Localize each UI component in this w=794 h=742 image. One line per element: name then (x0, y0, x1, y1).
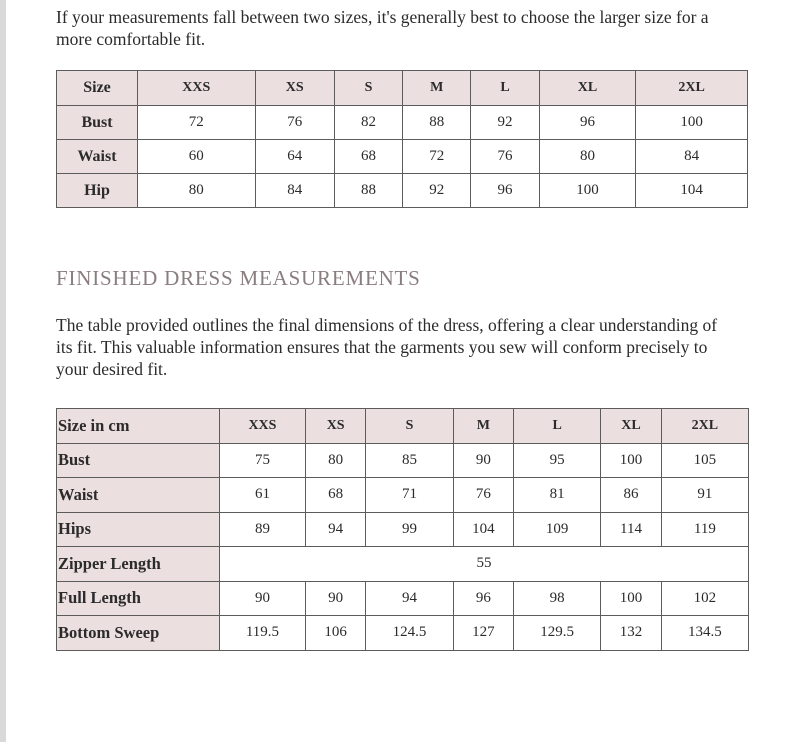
header-cell: 2XL (661, 409, 748, 444)
table-row (57, 443, 749, 478)
table-row (57, 581, 749, 616)
table-cell: 92 (471, 106, 539, 140)
row-label: Zipper Length (57, 547, 220, 582)
table-cell: 72 (403, 140, 471, 174)
table-cell: 64 (255, 140, 334, 174)
table-cell: 104 (453, 512, 514, 547)
table-cell: 91 (661, 478, 748, 513)
table-cell: 106 (305, 616, 366, 651)
header-cell: S (366, 409, 453, 444)
table-cell: 100 (539, 174, 636, 208)
header-cell: XL (539, 71, 636, 106)
section-paragraph: The table provided outlines the final dimensions of the dress, offering a clear understanding of its fit. This valuable information ensures that the garments you sew will conform precisely to your desired fit. (56, 315, 718, 379)
table-cell: 80 (305, 443, 366, 478)
table-cell: 100 (601, 581, 662, 616)
header-cell: 2XL (636, 71, 748, 106)
row-label: Bottom Sweep (57, 616, 220, 651)
table-cell: 105 (661, 443, 748, 478)
header-cell: Size (57, 71, 138, 106)
table-cell: 88 (403, 106, 471, 140)
body-measurements-table (56, 70, 748, 208)
table-cell: 124.5 (366, 616, 453, 651)
table-cell: 127 (453, 616, 514, 651)
row-label: Waist (57, 478, 220, 513)
row-label: Hip (57, 174, 138, 208)
table-cell: 84 (636, 140, 748, 174)
table-cell: 94 (305, 512, 366, 547)
table-cell: 61 (220, 478, 306, 513)
page-edge (0, 0, 6, 742)
table-cell: 55 (220, 547, 749, 582)
table-row (57, 478, 749, 513)
table-cell: 96 (471, 174, 539, 208)
table-cell: 80 (138, 174, 256, 208)
table-cell: 132 (601, 616, 662, 651)
header-cell: S (334, 71, 402, 106)
header-cell: XXS (220, 409, 306, 444)
table-cell: 92 (403, 174, 471, 208)
table-cell: 82 (334, 106, 402, 140)
header-cell: M (403, 71, 471, 106)
table-cell: 99 (366, 512, 453, 547)
table-cell: 104 (636, 174, 748, 208)
row-label: Waist (57, 140, 138, 174)
table-header-row (57, 71, 748, 106)
header-cell: Size in cm (57, 409, 220, 444)
table-cell: 84 (255, 174, 334, 208)
section-title: FINISHED DRESS MEASUREMENTS (56, 266, 421, 290)
table-row (57, 174, 748, 208)
header-cell: M (453, 409, 514, 444)
table-cell: 89 (220, 512, 306, 547)
table-cell: 114 (601, 512, 662, 547)
table-cell: 90 (220, 581, 306, 616)
table-cell: 68 (305, 478, 366, 513)
header-cell: XL (601, 409, 662, 444)
table-cell: 68 (334, 140, 402, 174)
finished-dress-table (56, 408, 749, 651)
table-cell: 76 (453, 478, 514, 513)
table-cell: 85 (366, 443, 453, 478)
table-header-row (57, 409, 749, 444)
header-cell: XS (255, 71, 334, 106)
table-cell: 80 (539, 140, 636, 174)
table-cell: 94 (366, 581, 453, 616)
table-cell: 109 (514, 512, 601, 547)
row-label: Hips (57, 512, 220, 547)
table-cell: 119.5 (220, 616, 306, 651)
table-cell: 100 (636, 106, 748, 140)
table-row (57, 140, 748, 174)
table-cell: 100 (601, 443, 662, 478)
table-cell: 90 (305, 581, 366, 616)
row-label: Bust (57, 106, 138, 140)
table-cell: 134.5 (661, 616, 748, 651)
table-cell: 76 (255, 106, 334, 140)
header-cell: L (471, 71, 539, 106)
intro-text: If your measurements fall between two sizes, it's generally best to choose the larger size for a more comfortable fit. (56, 7, 709, 49)
header-cell: L (514, 409, 601, 444)
header-cell: XXS (138, 71, 256, 106)
header-cell: XS (305, 409, 366, 444)
table-cell: 90 (453, 443, 514, 478)
table-cell: 81 (514, 478, 601, 513)
table-row (57, 616, 749, 651)
row-label: Bust (57, 443, 220, 478)
table-cell: 72 (138, 106, 256, 140)
table-cell: 60 (138, 140, 256, 174)
table-cell: 95 (514, 443, 601, 478)
table-cell: 96 (453, 581, 514, 616)
table-cell: 98 (514, 581, 601, 616)
table-row (57, 106, 748, 140)
table-cell: 119 (661, 512, 748, 547)
table-cell: 88 (334, 174, 402, 208)
table-cell: 129.5 (514, 616, 601, 651)
table-cell: 71 (366, 478, 453, 513)
table-row (57, 547, 749, 582)
table-cell: 86 (601, 478, 662, 513)
row-label: Full Length (57, 581, 220, 616)
table-cell: 76 (471, 140, 539, 174)
table-cell: 75 (220, 443, 306, 478)
table-cell: 96 (539, 106, 636, 140)
table-row (57, 512, 749, 547)
table-cell: 102 (661, 581, 748, 616)
